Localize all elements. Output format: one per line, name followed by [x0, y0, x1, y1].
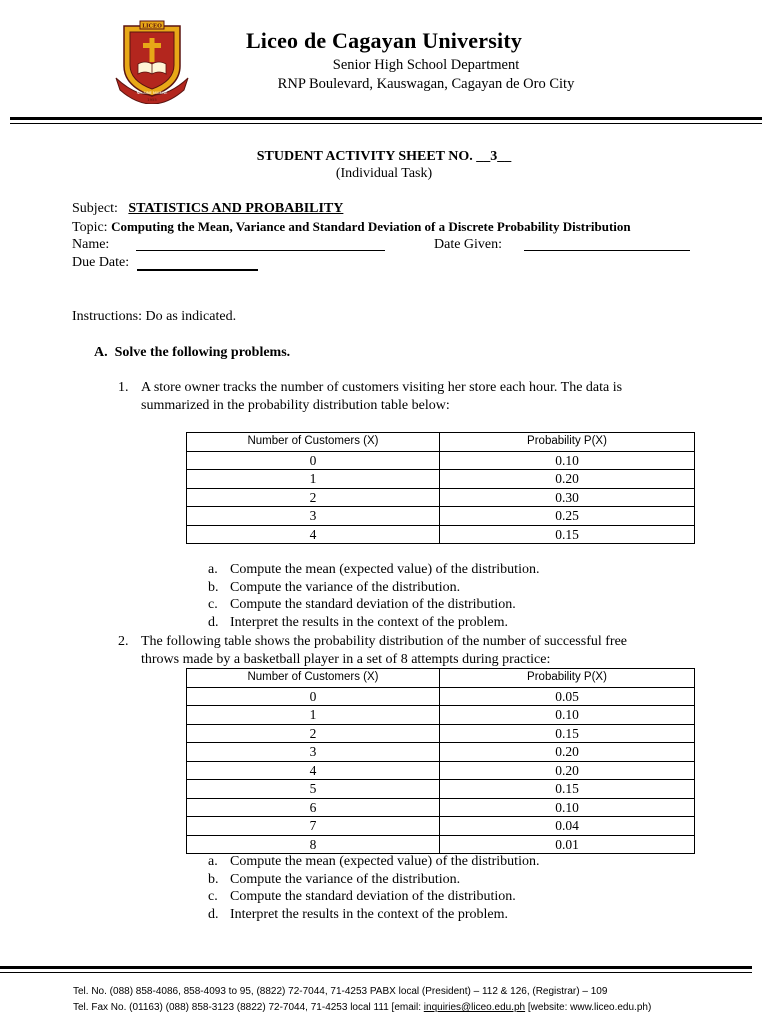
- task-label: d.: [208, 614, 219, 630]
- due-date-field[interactable]: [137, 257, 258, 271]
- topic-label: Topic:: [72, 220, 108, 235]
- task-text: Compute the standard deviation of the distribution.: [230, 889, 516, 904]
- cell-probability-value: 0.10: [440, 706, 695, 725]
- section-a-heading: [94, 345, 290, 361]
- university-address: RNP Boulevard, Kauswagan, Cagayan de Oro City: [277, 76, 575, 92]
- section-a-title: Solve the following problems.: [114, 345, 291, 360]
- cell-x-value: 4: [187, 525, 440, 544]
- table-row: [187, 817, 695, 836]
- header-divider: [10, 117, 762, 120]
- table-row: [187, 470, 695, 489]
- cell-x-value: 3: [187, 507, 440, 526]
- problem2-tasks: [208, 854, 539, 924]
- table-row: [187, 488, 695, 507]
- sheet-title: [0, 149, 768, 165]
- cell-x-value: 1: [187, 706, 440, 725]
- task-item: [208, 872, 539, 890]
- cell-x-value: 0: [187, 451, 440, 470]
- task-item: [208, 580, 539, 598]
- table-header-row: [187, 669, 695, 688]
- column-header-probability: Probability P(X): [440, 433, 695, 452]
- cell-probability-value: 0.20: [440, 761, 695, 780]
- cell-probability-value: 0.04: [440, 817, 695, 836]
- cell-probability-value: 0.01: [440, 835, 695, 854]
- table-row: [187, 798, 695, 817]
- cell-probability-value: 0.15: [440, 724, 695, 743]
- cell-probability-value: 0.20: [440, 743, 695, 762]
- footer-phone-line: Tel. No. (088) 858-4086, 858-4093 to 95, (8822) 72-7044, 71-4253 PABX local (President) – 112 & 126, (Registrar) – 109: [73, 986, 608, 997]
- task-label: b.: [208, 871, 219, 887]
- cell-x-value: 3: [187, 743, 440, 762]
- cell-probability-value: 0.15: [440, 780, 695, 799]
- task-label: c.: [208, 889, 218, 904]
- cell-x-value: 6: [187, 798, 440, 817]
- cell-probability-value: 0.10: [440, 451, 695, 470]
- seal-top-text: LICEO: [142, 23, 162, 30]
- problem1-text-line2: summarized in the probability distribution table below:: [141, 398, 450, 413]
- task-label: b.: [208, 579, 219, 595]
- task-label: a.: [208, 854, 218, 869]
- table-row: [187, 743, 695, 762]
- problem2-table: [186, 668, 695, 854]
- cell-x-value: 7: [187, 817, 440, 836]
- cell-x-value: 2: [187, 488, 440, 507]
- footer-email-link[interactable]: inquiries@liceo.edu.ph: [423, 1002, 526, 1013]
- topic-value: Computing the Mean, Variance and Standard Deviation of a Discrete Probability Distribution: [111, 219, 631, 234]
- task-text: Compute the standard deviation of the distribution.: [230, 597, 516, 612]
- footer-fax-line: [73, 1002, 651, 1013]
- footer-website-text: [website: www.liceo.edu.ph): [525, 1002, 652, 1013]
- date-given-field[interactable]: [524, 238, 690, 251]
- sheet-title-prefix: STUDENT ACTIVITY SHEET NO. __: [256, 149, 491, 164]
- section-a-label: A.: [94, 345, 108, 360]
- problem1-number: 1.: [118, 380, 129, 395]
- task-text: Interpret the results in the context of the problem.: [230, 614, 508, 630]
- due-date-label: Due Date:: [72, 255, 130, 270]
- table-row: [187, 761, 695, 780]
- task-text: Interpret the results in the context of the problem.: [230, 906, 508, 922]
- seal-motto: NIL SINE NUMINE: [136, 91, 168, 95]
- task-item: [208, 889, 539, 907]
- table-row: [187, 835, 695, 854]
- sheet-title-suffix: __: [497, 149, 512, 164]
- problem2-table-body: [187, 687, 695, 854]
- seal-year: 1955: [147, 97, 157, 102]
- university-name: Liceo de Cagayan University: [245, 28, 523, 53]
- table-row: [187, 780, 695, 799]
- cell-x-value: 2: [187, 724, 440, 743]
- task-text: Compute the variance of the distribution.: [230, 871, 461, 887]
- topic-row: [72, 219, 631, 236]
- cell-probability-value: 0.10: [440, 798, 695, 817]
- task-text: Compute the variance of the distribution.: [230, 579, 461, 595]
- task-item: [208, 854, 539, 872]
- cell-x-value: 4: [187, 761, 440, 780]
- task-label: c.: [208, 597, 218, 612]
- task-item: [208, 562, 539, 580]
- problem2-number: 2.: [118, 634, 129, 649]
- task-type: (Individual Task): [335, 166, 433, 181]
- table-header-row: [187, 433, 695, 452]
- column-header-x: Number of Customers (X): [187, 433, 440, 452]
- footer-fax-text: Tel. Fax No. (01163) (088) 858-3123 (8822) 72-7044, 71-4253 local 111 [email:: [73, 1002, 424, 1013]
- cell-probability-value: 0.05: [440, 687, 695, 706]
- task-label: a.: [208, 562, 218, 577]
- sheet-number: 3: [490, 149, 498, 164]
- name-field[interactable]: [136, 238, 385, 251]
- footer-divider-thin: [0, 972, 752, 973]
- column-header-probability: Probability P(X): [440, 669, 695, 688]
- cell-x-value: 5: [187, 780, 440, 799]
- cell-x-value: 1: [187, 470, 440, 489]
- cell-probability-value: 0.25: [440, 507, 695, 526]
- table-row: [187, 706, 695, 725]
- cell-probability-value: 0.30: [440, 488, 695, 507]
- column-header-x: Number of Customers (X): [187, 669, 440, 688]
- name-label: Name:: [72, 237, 110, 252]
- problem1-table-body: [187, 451, 695, 544]
- subject-value: STATISTICS AND PROBABILITY: [128, 201, 344, 216]
- problem1-tasks: [208, 562, 539, 632]
- table-row: [187, 687, 695, 706]
- table-row: [187, 525, 695, 544]
- cell-x-value: 0: [187, 687, 440, 706]
- cell-probability-value: 0.15: [440, 525, 695, 544]
- task-text: Compute the mean (expected value) of the distribution.: [230, 562, 540, 577]
- problem1-table: [186, 432, 695, 544]
- department-name: Senior High School Department: [332, 57, 520, 73]
- table-row: [187, 724, 695, 743]
- subject-row: [72, 201, 343, 217]
- problem1-text-line1: A store owner tracks the number of customers visiting her store each hour. The data is: [141, 380, 623, 395]
- header-divider-thin: [10, 123, 762, 124]
- task-item: [208, 615, 539, 633]
- instructions: Instructions: Do as indicated.: [72, 309, 237, 324]
- task-text: Compute the mean (expected value) of the distribution.: [230, 854, 540, 869]
- cell-x-value: 8: [187, 835, 440, 854]
- task-item: [208, 907, 539, 925]
- problem2-text-line1: The following table shows the probability distribution of the number of successful free: [141, 634, 628, 649]
- task-label: d.: [208, 906, 219, 922]
- table-row: [187, 507, 695, 526]
- problem2-text-line2: throws made by a basketball player in a set of 8 attempts during practice:: [141, 652, 551, 667]
- footer-divider: [0, 966, 752, 969]
- table-row: [187, 451, 695, 470]
- date-given-label: Date Given:: [434, 237, 503, 252]
- task-item: [208, 597, 539, 615]
- cell-probability-value: 0.20: [440, 470, 695, 489]
- subject-label: Subject:: [72, 201, 118, 216]
